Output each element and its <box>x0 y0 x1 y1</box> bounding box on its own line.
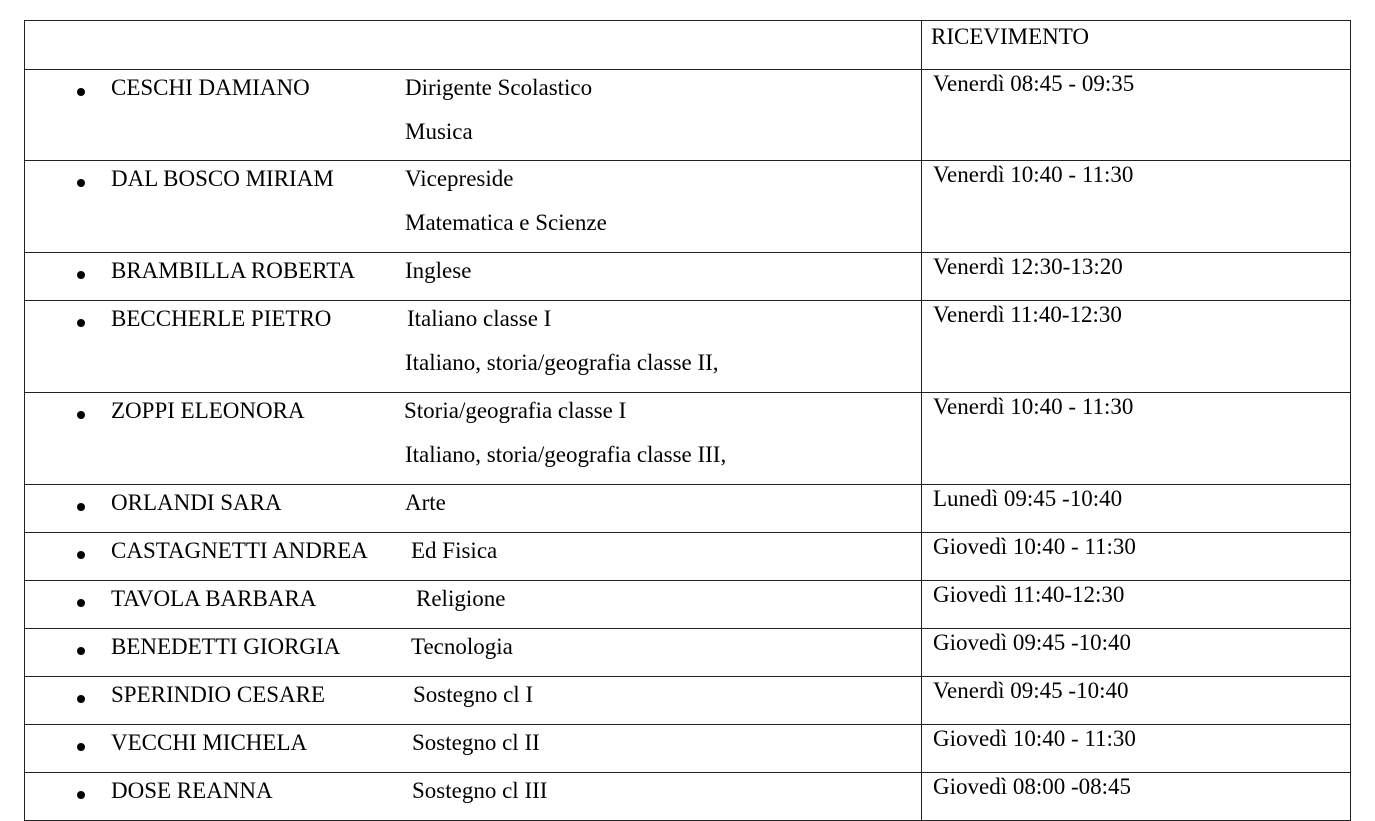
teacher-subject: Ed Fisica <box>411 538 498 563</box>
teacher-name: ORLANDI SARA <box>111 490 282 515</box>
teacher-cell <box>25 70 922 161</box>
table-row <box>25 677 1351 725</box>
teacher-subject: Italiano, storia/geografia classe III, <box>405 442 727 467</box>
teacher-name: BENEDETTI GIORGIA <box>111 634 341 659</box>
table-row <box>25 533 1351 581</box>
teacher-cell <box>25 581 922 629</box>
teacher-cell <box>25 773 922 821</box>
reception-time: Giovedì 10:40 - 11:30 <box>922 533 1351 581</box>
table-row <box>25 70 1351 161</box>
table-row <box>25 725 1351 773</box>
reception-hours-table <box>24 20 1351 821</box>
reception-time: Venerdì 10:40 - 11:30 <box>922 393 1351 485</box>
bullet-icon <box>77 647 85 655</box>
table-row <box>25 629 1351 677</box>
teacher-subject: Arte <box>405 490 446 515</box>
teacher-subject: Sostegno cl I <box>413 682 534 707</box>
teacher-role: Vicepreside <box>405 166 514 191</box>
table-row <box>25 773 1351 821</box>
teacher-subject: Tecnologia <box>411 634 513 659</box>
bullet-icon <box>77 503 85 511</box>
bullet-icon <box>77 271 85 279</box>
table-row <box>25 393 1351 485</box>
bullet-icon <box>77 411 85 419</box>
teacher-name: BECCHERLE PIETRO <box>111 306 332 331</box>
reception-time: Venerdì 10:40 - 11:30 <box>922 161 1351 253</box>
teacher-name: BRAMBILLA ROBERTA <box>111 258 356 283</box>
teacher-subject: Sostegno cl II <box>412 730 540 755</box>
bullet-icon <box>77 791 85 799</box>
table-row <box>25 253 1351 301</box>
table-row <box>25 301 1351 393</box>
teacher-subject: Italiano, storia/geografia classe II, <box>405 350 719 375</box>
bullet-icon <box>77 88 85 96</box>
teacher-subject: Sostegno cl III <box>412 778 548 803</box>
table-row <box>25 161 1351 253</box>
bullet-icon <box>77 179 85 187</box>
teacher-cell <box>25 161 922 253</box>
reception-time: Venerdì 12:30-13:20 <box>922 253 1351 301</box>
teacher-cell <box>25 253 922 301</box>
teacher-subject: Storia/geografia classe I <box>404 398 627 423</box>
reception-time: Giovedì 08:00 -08:45 <box>922 773 1351 821</box>
teacher-name: DAL BOSCO MIRIAM <box>111 166 334 191</box>
bullet-icon <box>77 743 85 751</box>
teacher-cell <box>25 533 922 581</box>
bullet-icon <box>77 551 85 559</box>
reception-time: Lunedì 09:45 -10:40 <box>922 485 1351 533</box>
teacher-cell <box>25 677 922 725</box>
reception-time: Giovedì 10:40 - 11:30 <box>922 725 1351 773</box>
reception-time: Giovedì 11:40-12:30 <box>922 581 1351 629</box>
teacher-name: ZOPPI ELEONORA <box>111 398 305 423</box>
teacher-cell <box>25 725 922 773</box>
teacher-cell <box>25 393 922 485</box>
teacher-cell <box>25 301 922 393</box>
bullet-icon <box>77 319 85 327</box>
teacher-role: Dirigente Scolastico <box>405 75 593 100</box>
teacher-subject: Inglese <box>405 258 472 283</box>
bullet-icon <box>77 695 85 703</box>
reception-time: Venerdì 09:45 -10:40 <box>922 677 1351 725</box>
teacher-name: TAVOLA BARBARA <box>111 586 317 611</box>
reception-time: Giovedì 09:45 -10:40 <box>922 629 1351 677</box>
teacher-name: DOSE REANNA <box>111 778 273 803</box>
teacher-name: CESCHI DAMIANO <box>111 75 310 100</box>
reception-time: Venerdì 11:40-12:30 <box>922 301 1351 393</box>
header-teacher-cell <box>25 21 922 70</box>
header-time-cell: RICEVIMENTO <box>922 21 1351 70</box>
teacher-name: CASTAGNETTI ANDREA <box>111 538 368 563</box>
teacher-subject: Religione <box>416 586 506 611</box>
teacher-subject: Matematica e Scienze <box>405 210 607 235</box>
table-header-row <box>25 21 1351 70</box>
teacher-name: VECCHI MICHELA <box>111 730 308 755</box>
teacher-cell <box>25 629 922 677</box>
teacher-subject: Italiano classe I <box>407 306 552 331</box>
reception-time: Venerdì 08:45 - 09:35 <box>922 70 1351 161</box>
table-row <box>25 485 1351 533</box>
teacher-subject: Musica <box>405 119 473 144</box>
table-row <box>25 581 1351 629</box>
bullet-icon <box>77 599 85 607</box>
teacher-name: SPERINDIO CESARE <box>111 682 326 707</box>
teacher-cell <box>25 485 922 533</box>
